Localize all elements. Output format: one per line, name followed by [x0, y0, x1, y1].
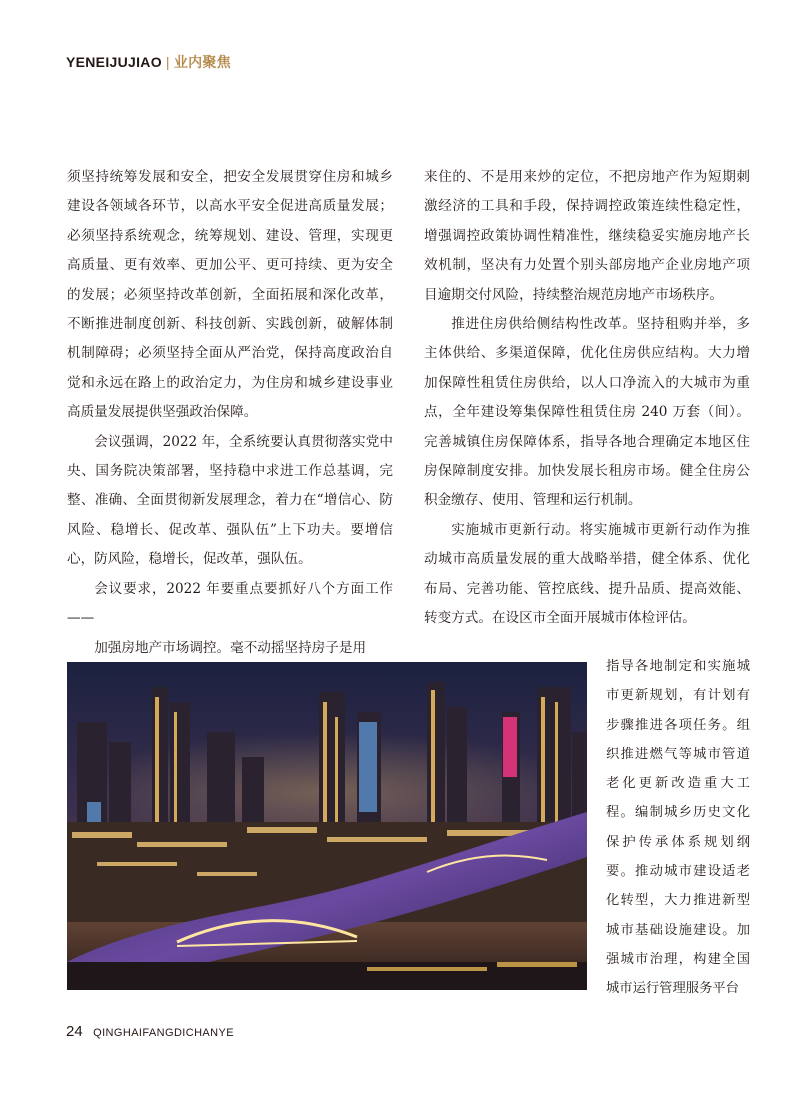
publication-name: QINGHAIFANGDICHANYE — [93, 1027, 234, 1039]
right-column — [424, 163, 750, 634]
left-paragraph-3: 会议要求，2022 年要重点要抓好八个方面工作—— — [67, 580, 393, 627]
right-paragraph-1: 来住的、不是用来炒的定位，不把房地产作为短期刺激经济的工具和手段，保持调控政策连续性稳定性，增强调控政策协调性精准性，继续稳妥实施房地产长效机制，坚决有力处置个别头部房地产企业房地产项目逾期交付风险，持续整治规范房地产市场秩序。 — [424, 169, 750, 303]
left-paragraph-1: 须坚持统筹发展和安全，把安全发展贯穿住房和城乡建设各领域各环节，以高水平安全促进高质量发展；必须坚持系统观念，统筹规划、建设、管理，实现更高质量、更有效率、更加公平、更可持续、更为安全的发展；必须坚持改革创新，全面拓展和深化改革，不断推进制度创新、科技创新、实践创新，破解体制机制障碍；必须坚持全面从严治党，保持高度政治自觉和永远在路上的政治定力，为住房和城乡建设事业高质量发展提供坚强政治保障。 — [67, 169, 393, 421]
header-separator: | — [165, 54, 170, 70]
narrow-column — [606, 652, 750, 1004]
left-paragraph-2: 会议强调，2022 年，全系统要认真贯彻落实党中央、国务院决策部署，坚持稳中求进工作总基调，完整、准确、全面贯彻新发展理念，着力在“增信心、防风险、稳增长、促改革、强队伍”上下功夫。要增信心，防风险，稳增长，促改革，强队伍。 — [67, 433, 393, 568]
header-cn: 业内聚焦 — [173, 54, 232, 70]
left-paragraph-4: 加强房地产市场调控。毫不动摇坚持房子是用 — [94, 639, 367, 656]
running-header — [66, 52, 231, 72]
page-number: 24 — [66, 1023, 83, 1040]
left-column — [67, 163, 393, 663]
right-paragraph-3: 实施城市更新行动。将实施城市更新行动作为推动城市高质量发展的重大战略举措，健全体系、优化布局、完善功能、管控底线、提升品质、提高效能、转变方式。在设区市全面开展城市体检评估。 — [424, 521, 750, 627]
header-en: YENEIJUJIAO — [66, 54, 162, 70]
city-night-photo — [67, 662, 587, 990]
narrow-paragraph: 指导各地制定和实施城市更新规划，有计划有步骤推进各项任务。组织推进燃气等城市管道老化更新改造重大工程。编制城乡历史文化保护传承体系规划纲要。推动城市建设适老化转型，大力推进新型城市基础设施建设。加强城市治理，构建全国城市运行管理服务平台 — [606, 659, 750, 997]
page-footer — [66, 1023, 234, 1041]
right-paragraph-2: 推进住房供给侧结构性改革。坚持租购并举，多主体供给、多渠道保障，优化住房供应结构。大力增加保障性租赁住房供给，以人口净流入的大城市为重点，全年建设筹集保障性租赁住房 240 万套（间）。完善城镇住房保障体系，指导各地合理确定本地区住房保障制度安排。加快发展长租房市场。健全住房公积金缴存、使用、管理和运行机制。 — [424, 316, 750, 509]
